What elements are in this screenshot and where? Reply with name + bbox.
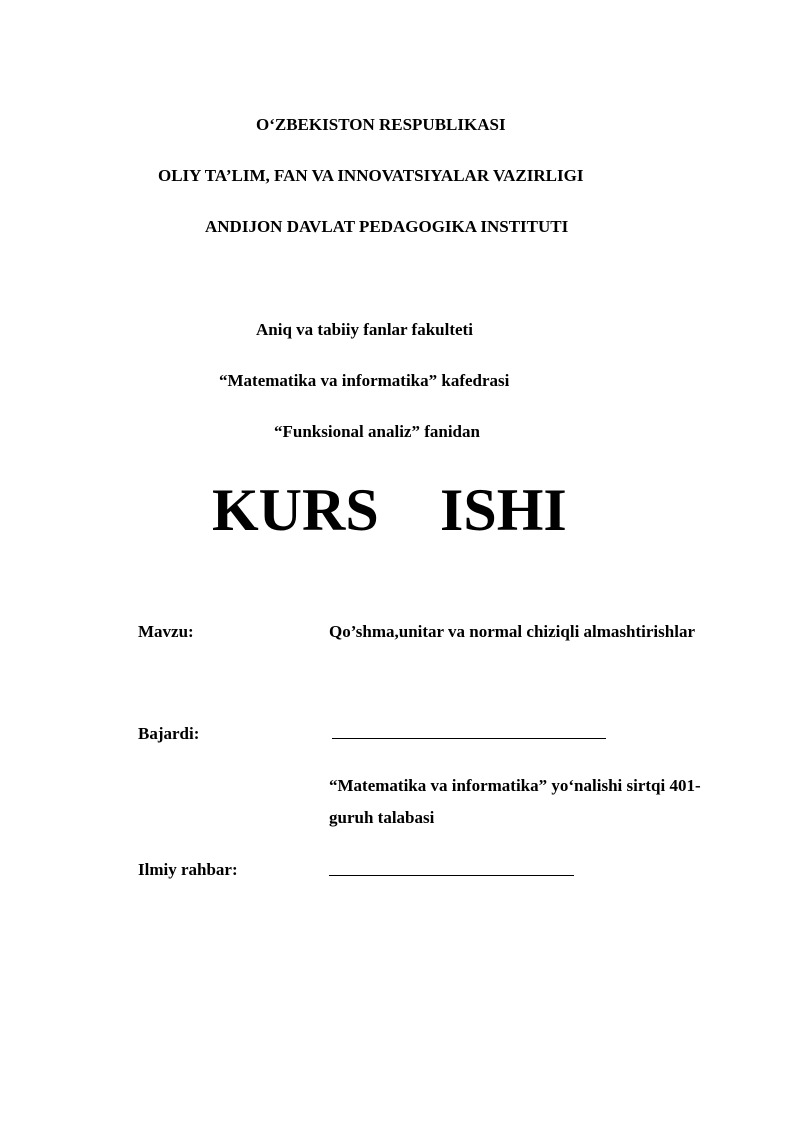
topic-label: Mavzu: — [138, 622, 194, 641]
document-title-word1: KURS — [212, 477, 379, 543]
header-institute: ANDIJON DAVLAT PEDAGOGIKA INSTITUTI — [205, 217, 569, 236]
performer-name-blank — [332, 738, 606, 739]
supervisor-label: Ilmiy rahbar: — [138, 860, 238, 879]
performer-description-line1: “Matematika va informatika” yo‘nalishi sirtqi 401- — [329, 776, 701, 795]
faculty-name: Aniq va tabiiy fanlar fakulteti — [256, 320, 473, 339]
chair-name: “Matematika va informatika” kafedrasi — [219, 371, 510, 390]
performer-description-line2: guruh talabasi — [329, 808, 435, 827]
topic-value: Qo’shma,unitar va normal chiziqli almashtirishlar — [329, 622, 695, 641]
supervisor-name-blank — [329, 875, 574, 876]
header-ministry: OLIY TA’LIM, FAN VA INNOVATSIYALAR VAZIRLIGI — [158, 166, 584, 185]
subject-name: “Funksional analiz” fanidan — [274, 422, 480, 441]
header-republic: O‘ZBEKISTON RESPUBLIKASI — [256, 115, 506, 134]
document-title-word2: ISHI — [440, 477, 567, 543]
performer-label: Bajardi: — [138, 724, 200, 743]
